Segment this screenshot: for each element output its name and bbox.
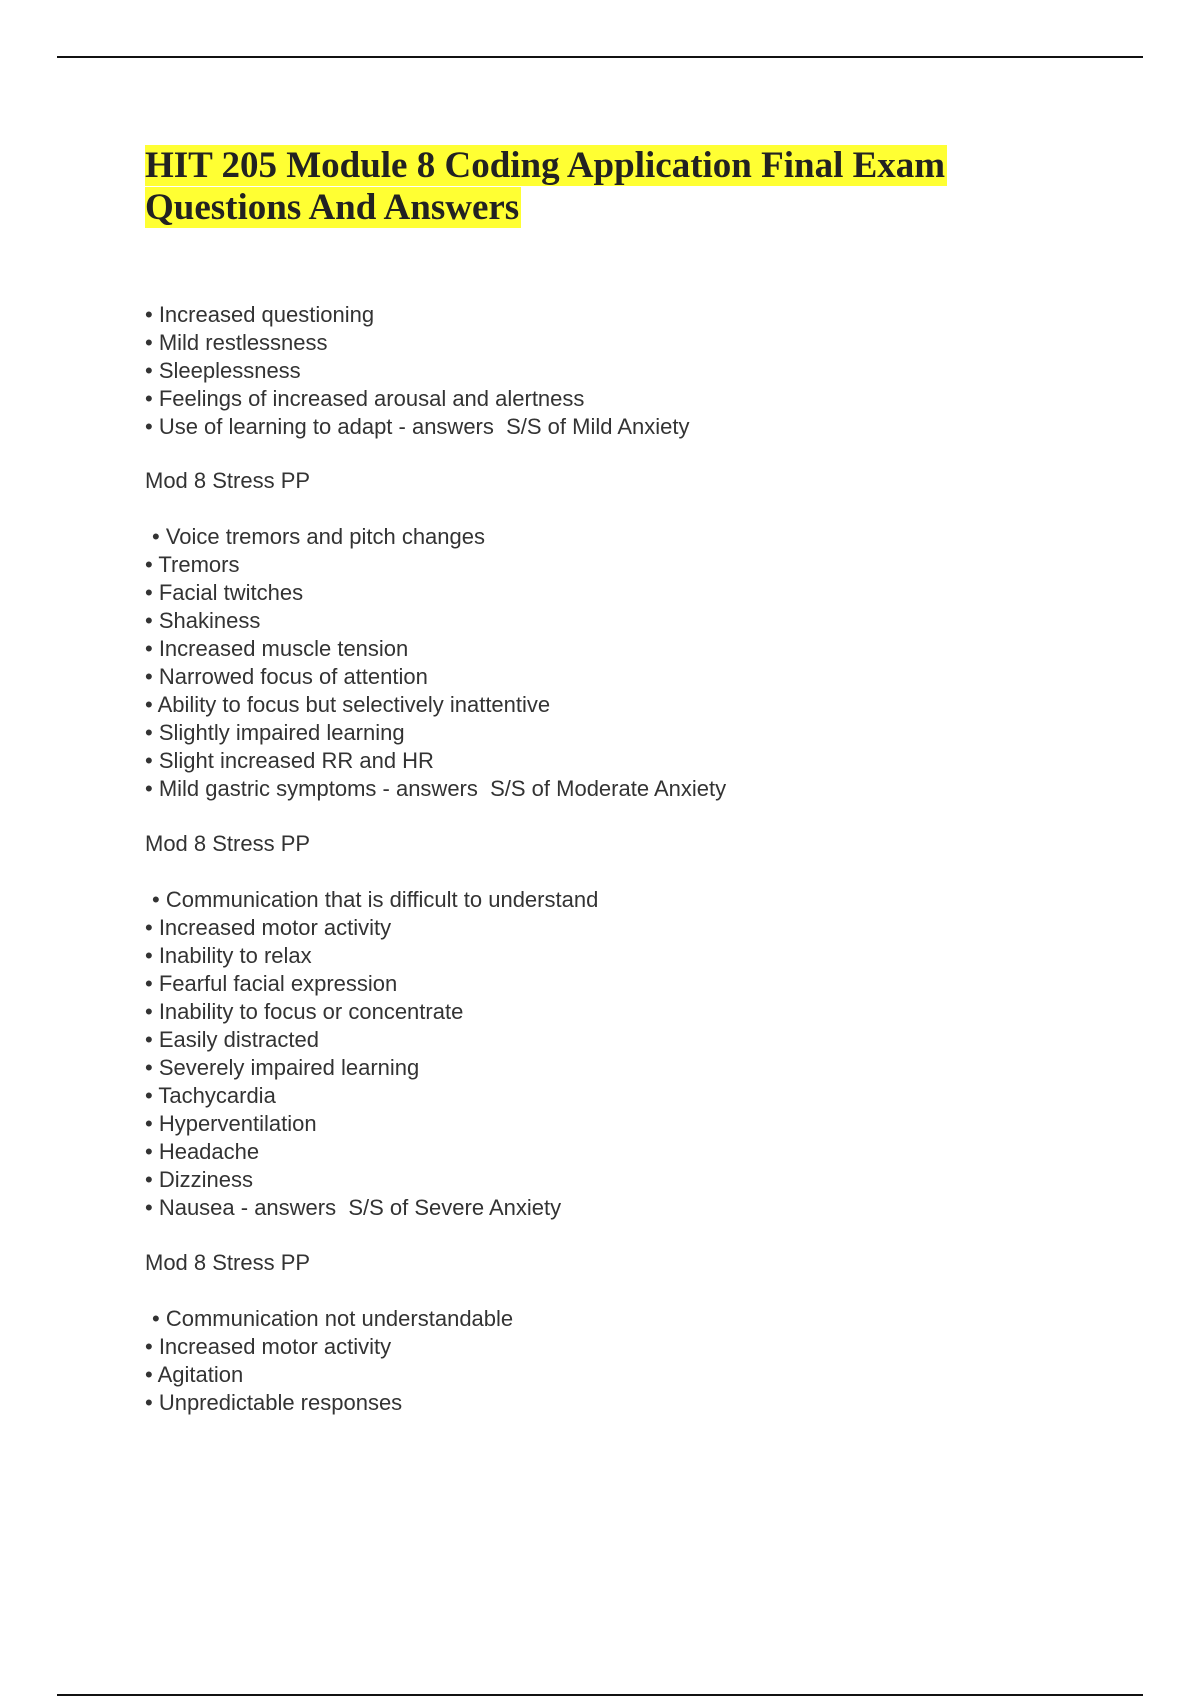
list-item: • Inability to relax — [145, 943, 312, 968]
bullet-list — [145, 301, 1105, 441]
list-item: • Use of learning to adapt - answers S/S of Mild Anxiety — [145, 414, 690, 439]
list-item: • Increased questioning — [145, 302, 375, 327]
section-moderate-anxiety — [145, 523, 1105, 858]
list-item: • Mild restlessness — [145, 330, 328, 355]
list-item: • Shakiness — [145, 608, 261, 633]
bullet-list — [145, 886, 1105, 1222]
top-rule — [57, 56, 1143, 58]
source-label: Mod 8 Stress PP — [145, 1250, 311, 1275]
list-item: • Unpredictable responses — [145, 1390, 403, 1415]
section-mild-anxiety — [145, 301, 1105, 495]
list-item: • Severely impaired learning — [145, 1055, 420, 1080]
list-item: • Dizziness — [145, 1167, 253, 1192]
list-item: • Slightly impaired learning — [145, 720, 405, 745]
list-item: • Mild gastric symptoms - answers S/S of Moderate Anxiety — [145, 776, 727, 801]
list-item: • Hyperventilation — [145, 1111, 317, 1136]
list-item: • Voice tremors and pitch changes — [152, 524, 485, 549]
list-item: • Communication not understandable — [152, 1306, 514, 1331]
list-item: • Nausea - answers S/S of Severe Anxiety — [145, 1195, 562, 1220]
list-item: • Narrowed focus of attention — [145, 664, 428, 689]
list-item: • Tremors — [145, 552, 240, 577]
bullet-list — [145, 523, 1105, 803]
list-item: • Tachycardia — [145, 1083, 276, 1108]
list-item: • Inability to focus or concentrate — [145, 999, 464, 1024]
list-item: • Sleeplessness — [145, 358, 301, 383]
list-item: • Communication that is difficult to understand — [152, 887, 599, 912]
list-item: • Headache — [145, 1139, 260, 1164]
list-item: • Facial twitches — [145, 580, 304, 605]
title-line-2: Questions And Answers — [145, 187, 520, 228]
section-severe-anxiety — [145, 886, 1105, 1277]
list-item: • Feelings of increased arousal and alertness — [145, 386, 585, 411]
source-label: Mod 8 Stress PP — [145, 831, 311, 856]
list-item: • Slight increased RR and HR — [145, 748, 434, 773]
list-item: • Increased motor activity — [145, 1334, 392, 1359]
list-item: • Increased motor activity — [145, 915, 392, 940]
section-panic — [145, 1305, 1105, 1417]
list-item: • Easily distracted — [145, 1027, 319, 1052]
page-content — [145, 145, 1105, 1417]
list-item: • Increased muscle tension — [145, 636, 409, 661]
list-item: • Ability to focus but selectively inattentive — [145, 692, 551, 717]
title-line-1: HIT 205 Module 8 Coding Application Final Exam — [145, 145, 946, 186]
bottom-rule — [57, 1694, 1143, 1696]
source-label: Mod 8 Stress PP — [145, 468, 311, 493]
list-item: • Fearful facial expression — [145, 971, 398, 996]
bullet-list — [145, 1305, 1105, 1417]
list-item: • Agitation — [145, 1362, 244, 1387]
document-title — [145, 145, 1105, 229]
